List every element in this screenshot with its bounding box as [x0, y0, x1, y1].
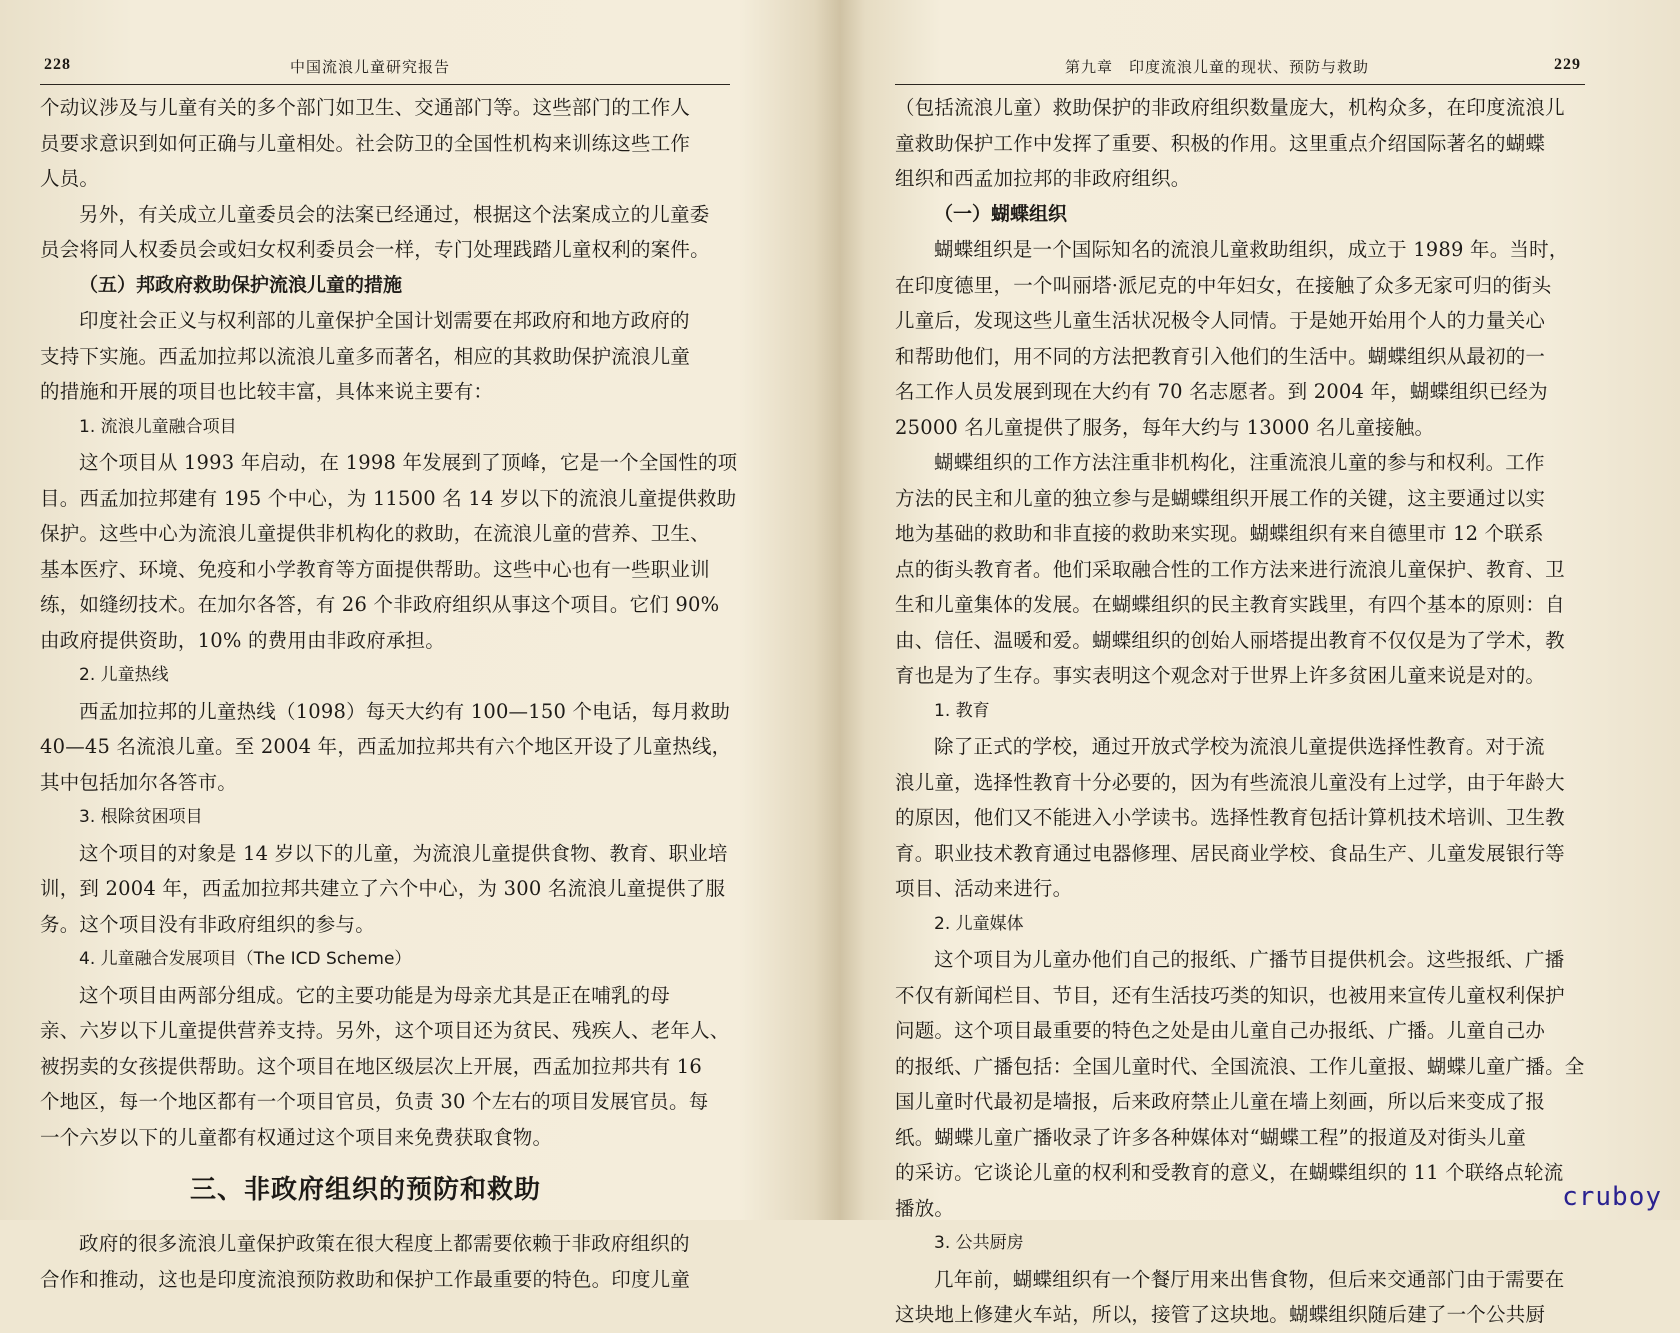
subsection-heading: 3. 根除贫困项目: [79, 807, 203, 827]
text-line: 一个六岁以下的儿童都有权通过这个项目来免费获取食物。: [40, 1125, 553, 1149]
text-line: 播放。: [895, 1196, 955, 1220]
paragraph-start: 另外，有关成立儿童委员会的法案已经通过，根据这个法案成立的儿童委: [79, 202, 710, 226]
text-line: 的措施和开展的项目也比较丰富，具体来说主要有：: [40, 380, 494, 403]
text-line: 员要求意识到如何正确与儿童相处。社会防卫的全国性机构来训练这些工作: [40, 131, 691, 155]
text-line: 被拐卖的女孩提供帮助。这个项目在地区级层次上开展，西孟加拉邦共有 16: [40, 1054, 703, 1078]
paragraph-start: 这个项目为儿童办他们自己的报纸、广播节目提供机会。这些报纸、广播: [934, 948, 1565, 971]
subsection-heading: 4. 儿童融合发展项目（The ICD Scheme）: [79, 949, 412, 969]
text-line: 育也是为了生存。事实表明这个观念对于世界上许多贫困儿童来说是对的。: [895, 664, 1546, 687]
paragraph-start: 除了正式的学校，通过开放式学校为流浪儿童提供选择性教育。对于流: [934, 735, 1545, 758]
section-heading: （五）邦政府救助保护流浪儿童的措施: [79, 273, 403, 296]
text-line: 目。西孟加拉邦建有 195 个中心，为 11500 名 14 岁以下的流浪儿童提供救助: [40, 486, 737, 510]
text-line: 国儿童时代最初是墙报，后来政府禁止儿童在墙上刻画，所以后来变成了报: [895, 1090, 1546, 1113]
page-number: 228: [44, 56, 71, 73]
subsection-heading: 2. 儿童媒体: [934, 913, 1024, 934]
text-line: 儿童后，发现这些儿童生活状况极令人同情。于是她开始用个人的力量关心: [895, 309, 1546, 332]
text-line: 的报纸、广播包括：全国儿童时代、全国流浪、工作儿童报、蝴蝶儿童广播。全: [895, 1054, 1585, 1078]
text-line: 纸。蝴蝶儿童广播收录了许多各种媒体对“蝴蝶工程”的报道及对街头儿童: [895, 1125, 1527, 1149]
text-line: 40—45 名流浪儿童。至 2004 年，西孟加拉邦共有六个地区开设了儿童热线，: [40, 735, 732, 758]
paragraph-start: 印度社会正义与权利部的儿童保护全国计划需要在邦政府和地方政府的: [79, 309, 690, 332]
section-heading: （一）蝴蝶组织: [934, 202, 1068, 225]
right-page-header: [895, 48, 1585, 85]
text-line: 个地区，每一个地区都有一个项目官员，负责 30 个左右的项目发展官员。每: [40, 1090, 709, 1113]
paragraph-start: 蝴蝶组织是一个国际知名的流浪儿童救助组织，成立于 1989 年。当时，: [934, 238, 1569, 261]
subsection-heading: 1. 教育: [934, 700, 990, 721]
paragraph-start: 这个项目从 1993 年启动，在 1998 年发展到了顶峰，它是一个全国性的项: [79, 451, 738, 474]
text-line: 保护。这些中心为流浪儿童提供非机构化的救助，在流浪儿童的营养、卫生、: [40, 522, 710, 545]
subsection-heading: 3. 公共厨房: [934, 1233, 1024, 1253]
text-line: 方法的民主和儿童的独立参与是蝴蝶组织开展工作的关键，这主要通过以实: [895, 486, 1546, 510]
text-line: 基本医疗、环境、免疫和小学教育等方面提供帮助。这些中心也有一些职业训: [40, 557, 710, 581]
text-line: 员会将同人权委员会或妇女权利委员会一样，专门处理践踏儿童权利的案件。: [40, 238, 710, 261]
paragraph-start: 蝴蝶组织的工作方法注重非机构化，注重流浪儿童的参与和权利。工作: [934, 451, 1545, 474]
text-line: 项目、活动来进行。: [895, 877, 1073, 900]
paragraph-start: 政府的很多流浪儿童保护政策在很大程度上都需要依赖于非政府组织的: [79, 1232, 690, 1255]
paragraph-start: 这个项目由两部分组成。它的主要功能是为母亲尤其是正在哺乳的母: [79, 983, 671, 1007]
text-line: 童救助保护工作中发挥了重要、积极的作用。这里重点介绍国际著名的蝴蝶: [895, 131, 1546, 155]
text-line: 地为基础的救助和非直接的救助来实现。蝴蝶组织有来自德里市 12 个联系: [895, 522, 1544, 545]
text-line: 其中包括加尔各答市。: [40, 770, 238, 794]
right-page-body: [895, 90, 1585, 1333]
text-line: 训，到 2004 年，西孟加拉邦共建立了六个中心，为 300 名流浪儿童提供了服: [40, 877, 726, 900]
text-line: 由政府提供资助，10% 的费用由非政府承担。: [40, 628, 445, 652]
text-line: 浪儿童，选择性教育十分必要的，因为有些流浪儿童没有上过学，由于年龄大: [895, 770, 1565, 794]
right-page: [850, 0, 1680, 1326]
text-line: 合作和推动，这也是印度流浪预防救助和保护工作最重要的特色。印度儿童: [40, 1267, 691, 1291]
text-line: 的采访。它谈论儿童的权利和受教育的意义，在蝴蝶组织的 11 个联络点轮流: [895, 1161, 1564, 1184]
text-line: 点的街头教育者。他们采取融合性的工作方法来进行流浪儿童保护、教育、卫: [895, 557, 1565, 581]
text-line: 务。这个项目没有非政府组织的参与。: [40, 912, 375, 936]
subsection-heading: 2. 儿童热线: [79, 665, 169, 685]
running-title: 第九章 印度流浪儿童的现状、预防与救助: [1065, 58, 1370, 76]
text-line: 人员。: [40, 167, 100, 190]
text-line: 25000 名儿童提供了服务，每年大约与 13000 名儿童接触。: [895, 415, 1435, 439]
text-line: 育。职业技术教育通过电器修理、居民商业学校、食品生产、儿童发展银行等: [895, 841, 1565, 865]
text-line: 问题。这个项目最重要的特色之处是由儿童自己办报纸、广播。儿童自己办: [895, 1019, 1546, 1042]
text-line: 名工作人员发展到现在大约有 70 名志愿者。到 2004 年，蝴蝶组织已经为: [895, 380, 1548, 403]
chapter-section-heading: 三、非政府组织的预防和救助: [190, 1175, 542, 1205]
text-line: 生和儿童集体的发展。在蝴蝶组织的民主教育实践里，有四个基本的原则：自: [895, 593, 1565, 616]
text-line: （包括流浪儿童）救助保护的非政府组织数量庞大，机构众多，在印度流浪儿: [895, 96, 1565, 119]
text-line: 练，如缝纫技术。在加尔各答，有 26 个非政府组织从事这个项目。它们 90%: [40, 593, 720, 616]
page-number: 229: [1554, 56, 1581, 73]
subsection-heading: 1. 流浪儿童融合项目: [79, 416, 237, 437]
text-line: 在印度德里，一个叫丽塔·派尼克的中年妇女，在接触了众多无家可归的街头: [895, 273, 1552, 297]
text-line: 的原因，他们又不能进入小学读书。选择性教育包括计算机技术培训、卫生教: [895, 806, 1565, 829]
text-line: 个动议涉及与儿童有关的多个部门如卫生、交通部门等。这些部门的工作人: [40, 96, 691, 119]
text-line: 组织和西孟加拉邦的非政府组织。: [895, 167, 1191, 190]
text-line: 亲、六岁以下儿童提供营养支持。另外，这个项目还为贫民、残疾人、老年人、: [40, 1019, 730, 1042]
paragraph-start: 西孟加拉邦的儿童热线（1098）每天大约有 100—150 个电话，每月救助: [79, 699, 731, 723]
watermark-text: cruboy: [1562, 1182, 1662, 1212]
paragraph-start: 几年前，蝴蝶组织有一个餐厅用来出售食物，但后来交通部门由于需要在: [934, 1267, 1565, 1291]
text-line: 支持下实施。西孟加拉邦以流浪儿童多而著名，相应的其救助保护流浪儿童: [40, 344, 691, 368]
text-line: 这块地上修建火车站，所以，接管了这块地。蝴蝶组织随后建了一个公共厨: [895, 1303, 1546, 1326]
text-line: 不仅有新闻栏目、节目，还有生活技巧类的知识，也被用来宣传儿童权利保护: [895, 983, 1565, 1007]
left-page: [0, 0, 830, 1291]
text-line: 由、信任、温暖和爱。蝴蝶组织的创始人丽塔提出教育不仅仅是为了学术，教: [895, 628, 1565, 652]
text-line: 和帮助他们，用不同的方法把教育引入他们的生活中。蝴蝶组织从最初的一: [895, 344, 1546, 368]
running-title: 中国流浪儿童研究报告: [290, 58, 451, 76]
paragraph-start: 这个项目的对象是 14 岁以下的儿童，为流浪儿童提供食物、教育、职业培: [79, 841, 728, 865]
left-page-body: [40, 90, 738, 1297]
left-page-header: [40, 48, 730, 85]
